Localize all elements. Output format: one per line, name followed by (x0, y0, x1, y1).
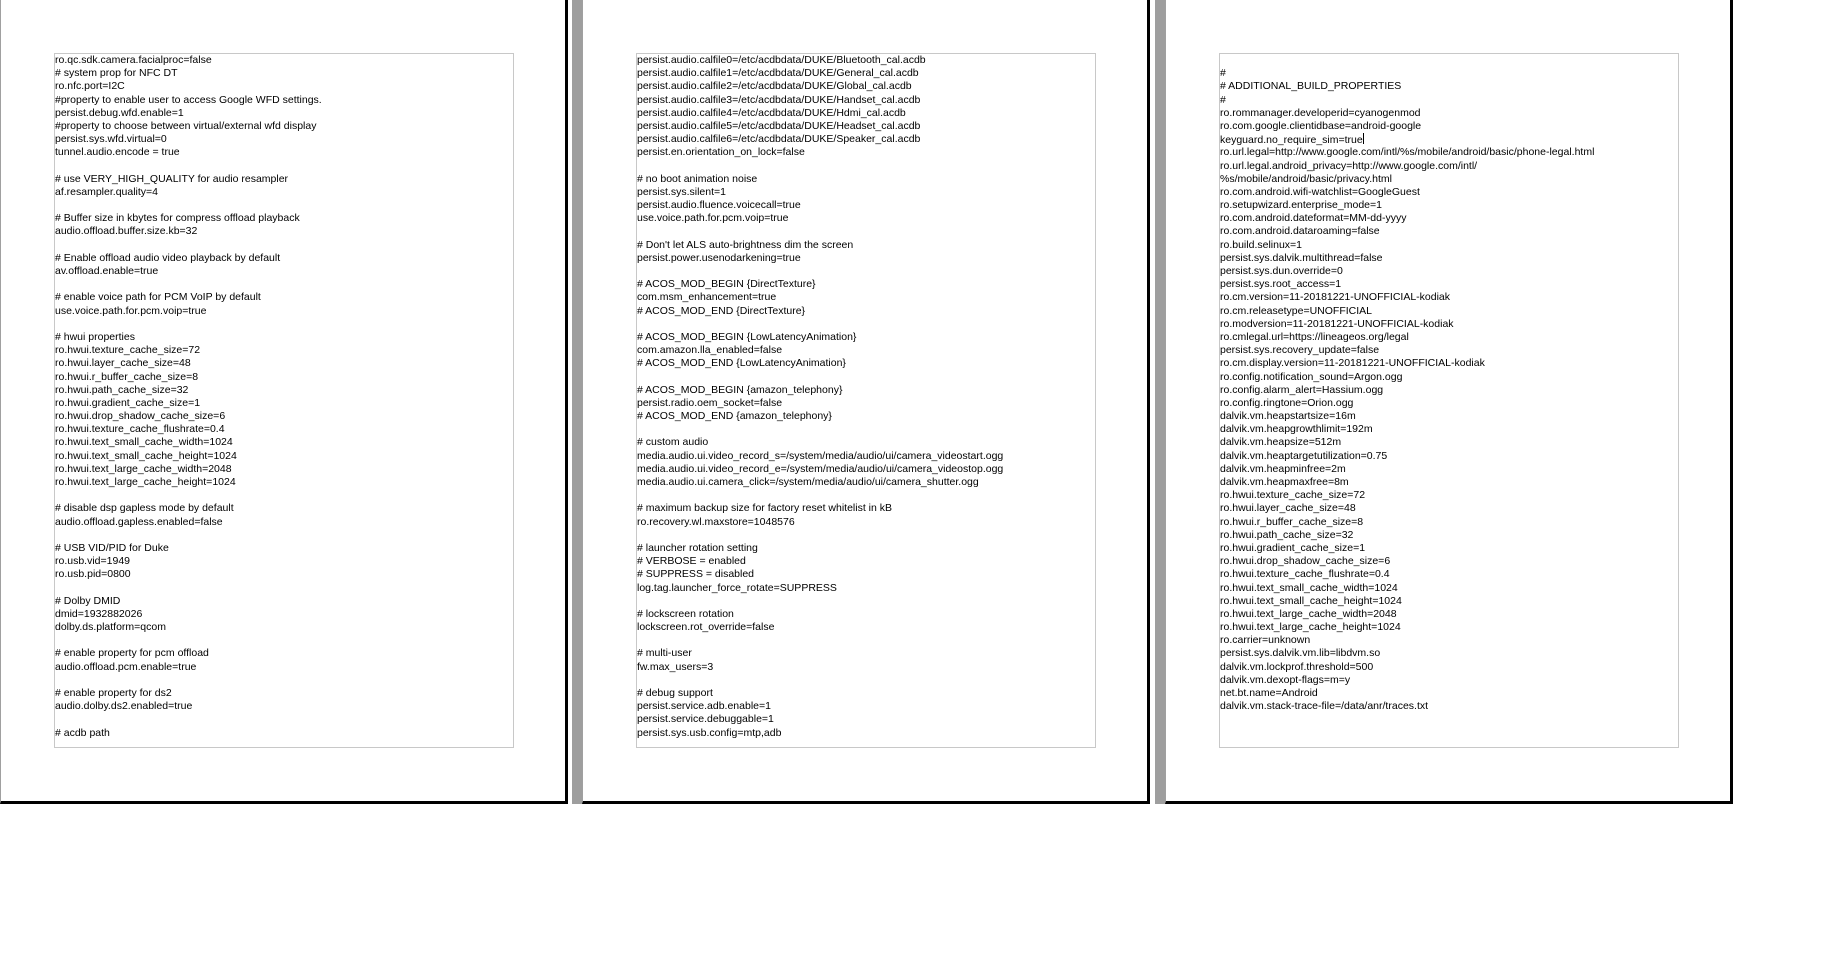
text-line: ro.hwui.gradient_cache_size=1 (1220, 541, 1366, 554)
text-line: ro.qc.sdk.camera.facialproc=false (55, 54, 212, 66)
text-line: persist.sys.dalvik.multithread=false (1220, 251, 1383, 264)
text-line (55, 713, 513, 726)
text-line: # maximum backup size for factory reset whitelist in kB (637, 502, 893, 515)
text-line: # ACOS_MOD_BEGIN {DirectTexture} (637, 278, 816, 291)
text-line: dmid=1932882026 (55, 607, 143, 620)
text-line: persist.sys.dalvik.vm.lib=libdvm.so (1220, 647, 1381, 660)
text-line: ro.hwui.drop_shadow_cache_size=6 (1220, 555, 1391, 568)
text-line: ro.hwui.texture_cache_flushrate=0.4 (1220, 568, 1390, 581)
text-line (55, 489, 513, 502)
text-line: # VERBOSE = enabled (637, 555, 746, 568)
text-line (55, 674, 513, 687)
text-line: ro.cmlegal.url=https://lineageos.org/legal (1220, 330, 1409, 343)
text-line: dalvik.vm.heapgrowthlimit=192m (1220, 423, 1373, 436)
text-line: audio.dolby.ds2.enabled=true (55, 700, 193, 713)
text-line: ro.cm.display.version=11-20181221-UNOFFICIAL-kodiak (1220, 357, 1485, 370)
text-line (55, 318, 513, 331)
text-line: af.resampler.quality=4 (55, 185, 159, 198)
text-line: dalvik.vm.lockprof.threshold=500 (1220, 660, 1374, 673)
text-line: persist.service.debuggable=1 (637, 713, 774, 726)
text-line: ro.nfc.port=I2C (55, 80, 125, 93)
page-text (637, 54, 1095, 740)
text-line: ro.hwui.text_large_cache_height=1024 (1220, 621, 1401, 634)
text-line: # launcher rotation setting (637, 541, 758, 554)
text-line: ro.usb.pid=0800 (55, 568, 131, 581)
text-line: persist.audio.calfile3=/etc/acdbdata/DUKE/Handset_cal.acdb (637, 93, 921, 106)
text-line: # Enable offload audio video playback by default (55, 251, 281, 264)
text-line: media.audio.ui.camera_click=/system/media/audio/ui/camera_shutter.ogg (637, 476, 979, 488)
text-line: tunnel.audio.encode = true (55, 146, 180, 159)
text-frame[interactable] (54, 53, 514, 748)
text-line: ro.hwui.texture_cache_flushrate=0.4 (55, 423, 225, 436)
text-line: ro.hwui.drop_shadow_cache_size=6 (55, 410, 226, 423)
page-gap (1155, 0, 1165, 804)
text-line: ro.hwui.path_cache_size=32 (1220, 528, 1354, 541)
text-line: persist.debug.wfd.enable=1 (55, 106, 184, 119)
text-line: # acdb path (55, 726, 110, 739)
text-line: persist.audio.calfile4=/etc/acdbdata/DUKE/Hdmi_cal.acdb (637, 106, 906, 119)
text-line: ro.hwui.text_small_cache_height=1024 (1220, 594, 1402, 607)
text-line: persist.en.orientation_on_lock=false (637, 146, 805, 159)
text-line: audio.offload.pcm.enable=true (55, 660, 197, 673)
text-line: ro.rommanager.developerid=cyanogenmod (1220, 106, 1421, 119)
text-line (637, 634, 1095, 647)
text-line: ro.hwui.r_buffer_cache_size=8 (1220, 515, 1364, 528)
text-line: # Buffer size in kbytes for compress offload playback (55, 212, 300, 225)
text-line: # Dolby DMID (55, 594, 121, 607)
page-text (55, 54, 513, 740)
text-line (637, 423, 1095, 436)
text-line: fw.max_users=3 (637, 660, 714, 673)
text-line (637, 318, 1095, 331)
text-line: dalvik.vm.dexopt-flags=m=y (1220, 673, 1351, 686)
text-line (637, 371, 1095, 384)
page-text (1220, 54, 1678, 713)
text-line: # ACOS_MOD_END {DirectTexture} (637, 304, 806, 317)
text-line: dalvik.vm.heapstartsize=16m (1220, 410, 1356, 423)
text-line: persist.sys.wfd.virtual=0 (55, 133, 167, 146)
text-line: # ACOS_MOD_BEGIN {LowLatencyAnimation} (637, 330, 857, 343)
text-frame[interactable] (636, 53, 1096, 748)
text-line: media.audio.ui.video_record_e=/system/media/audio/ui/camera_videostop.ogg (637, 462, 1004, 475)
document-page-1[interactable] (0, 0, 568, 804)
text-line (637, 265, 1095, 278)
text-line: ro.cm.version=11-20181221-UNOFFICIAL-kodiak (1220, 291, 1451, 304)
text-line: media.audio.ui.video_record_s=/system/media/audio/ui/camera_videostart.ogg (637, 449, 1004, 462)
text-line: ro.setupwizard.enterprise_mode=1 (1220, 199, 1382, 212)
text-line: ro.hwui.gradient_cache_size=1 (55, 396, 201, 409)
text-line: use.voice.path.for.pcm.voip=true (637, 212, 789, 225)
text-line: com.msm_enhancement=true (637, 291, 777, 304)
text-line: audio.offload.gapless.enabled=false (55, 515, 223, 528)
text-line: ro.hwui.r_buffer_cache_size=8 (55, 370, 199, 383)
text-line (637, 595, 1095, 608)
text-line: persist.sys.recovery_update=false (1220, 344, 1380, 357)
text-line: # (1220, 93, 1226, 106)
text-line (55, 634, 513, 647)
text-line: # hwui properties (55, 330, 135, 343)
text-line: ro.carrier=unknown (1220, 634, 1311, 647)
text-line (637, 529, 1095, 542)
text-line (55, 199, 513, 212)
text-line: ro.com.android.dateformat=MM-dd-yyyy (1220, 212, 1407, 225)
text-line: ro.config.alarm_alert=Hassium.ogg (1220, 383, 1384, 396)
text-line: # (1220, 67, 1226, 80)
text-line: ro.hwui.text_large_cache_width=2048 (55, 462, 232, 475)
text-line: # ACOS_MOD_END {LowLatencyAnimation} (637, 357, 846, 370)
text-line: dalvik.vm.heaptargetutilization=0.75 (1220, 449, 1388, 462)
text-line: dalvik.vm.heapminfree=2m (1220, 462, 1346, 475)
text-line: # USB VID/PID for Duke (55, 541, 169, 554)
text-line: lockscreen.rot_override=false (637, 621, 775, 634)
text-line: ro.config.notification_sound=Argon.ogg (1220, 370, 1403, 383)
text-line: persist.audio.fluence.voicecall=true (637, 199, 801, 212)
text-line: # enable voice path for PCM VoIP by default (55, 291, 261, 304)
text-line: ro.hwui.text_large_cache_width=2048 (1220, 607, 1397, 620)
text-line: use.voice.path.for.pcm.voip=true (55, 304, 207, 317)
text-line: persist.sys.silent=1 (637, 185, 726, 198)
text-line: # ACOS_MOD_END {amazon_telephony} (637, 410, 832, 423)
text-line (1220, 54, 1678, 67)
text-line: persist.sys.usb.config=mtp,adb (637, 726, 782, 739)
text-line: # SUPPRESS = disabled (637, 568, 755, 581)
text-line (637, 225, 1095, 238)
text-line: ro.hwui.text_small_cache_width=1024 (1220, 581, 1398, 594)
page-gap (572, 0, 582, 804)
text-line: #property to enable user to access Google WFD settings. (55, 93, 322, 106)
text-line: persist.audio.calfile1=/etc/acdbdata/DUKE/General_cal.acdb (637, 67, 919, 80)
text-line: dolby.ds.platform=qcom (55, 621, 166, 634)
text-line: persist.power.usenodarkening=true (637, 251, 801, 264)
text-line: ro.hwui.texture_cache_size=72 (1220, 489, 1366, 502)
text-line: ro.url.legal=http://www.google.com/intl/%s/mobile/android/basic/phone-legal.html (1220, 146, 1595, 159)
text-line: # use VERY_HIGH_QUALITY for audio resampler (55, 172, 289, 185)
text-line: # ADDITIONAL_BUILD_PROPERTIES (1220, 80, 1402, 93)
text-line (637, 674, 1095, 687)
text-line: dalvik.vm.heapsize=512m (1220, 436, 1342, 449)
text-line: keyguard.no_require_sim=true (1220, 134, 1363, 147)
text-line: persist.service.adb.enable=1 (637, 700, 771, 713)
text-line: ro.hwui.path_cache_size=32 (55, 383, 189, 396)
text-line: ro.hwui.text_small_cache_width=1024 (55, 436, 233, 449)
text-cursor (1363, 133, 1364, 144)
document-page-2[interactable] (582, 0, 1150, 804)
text-line: persist.audio.calfile6=/etc/acdbdata/DUKE/Speaker_cal.acdb (637, 133, 921, 146)
text-line: ro.com.android.wifi-watchlist=GoogleGuest (1220, 185, 1420, 198)
text-line: persist.audio.calfile2=/etc/acdbdata/DUKE/Global_cal.acdb (637, 80, 912, 93)
text-line: # multi-user (637, 647, 692, 660)
text-line: # custom audio (637, 436, 709, 449)
text-line (55, 278, 513, 291)
text-line: av.offload.enable=true (55, 265, 159, 277)
text-line: # lockscreen rotation (637, 607, 734, 620)
text-line: # no boot animation noise (637, 172, 758, 185)
text-line: ro.hwui.texture_cache_size=72 (55, 344, 201, 357)
text-line: persist.audio.calfile5=/etc/acdbdata/DUKE/Headset_cal.acdb (637, 119, 921, 132)
text-line: dalvik.vm.stack-trace-file=/data/anr/traces.txt (1220, 700, 1429, 713)
text-line: ro.hwui.text_large_cache_height=1024 (55, 476, 236, 488)
text-line: ro.com.google.clientidbase=android-google (1220, 119, 1422, 132)
text-line: com.amazon.lla_enabled=false (637, 344, 783, 357)
text-line: net.bt.name=Android (1220, 687, 1318, 699)
text-line: ro.recovery.wl.maxstore=1048576 (637, 515, 795, 528)
text-line (637, 160, 1095, 173)
text-line: ro.modversion=11-20181221-UNOFFICIAL-kodiak (1220, 317, 1454, 330)
text-line: persist.sys.root_access=1 (1220, 278, 1342, 291)
text-line: %s/mobile/android/basic/privacy.html (1220, 172, 1392, 185)
text-line: ro.hwui.layer_cache_size=48 (1220, 502, 1356, 515)
text-line: ro.build.selinux=1 (1220, 238, 1303, 251)
text-line: persist.sys.dun.override=0 (1220, 265, 1343, 277)
text-line: ro.config.ringtone=Orion.ogg (1220, 396, 1354, 409)
text-line (55, 529, 513, 542)
text-line (55, 239, 513, 252)
text-line: #property to choose between virtual/external wfd display (55, 119, 317, 132)
text-line: ro.hwui.layer_cache_size=48 (55, 357, 191, 370)
text-line: # debug support (637, 687, 713, 699)
text-line: persist.radio.oem_socket=false (637, 396, 783, 409)
text-line: ro.usb.vid=1949 (55, 555, 131, 568)
text-line: ro.com.android.dataroaming=false (1220, 225, 1380, 238)
text-frame[interactable] (1219, 53, 1679, 748)
text-line (55, 582, 513, 595)
text-line: dalvik.vm.heapmaxfree=8m (1220, 476, 1349, 488)
text-line: ro.cm.releasetype=UNOFFICIAL (1220, 304, 1373, 317)
text-line: # enable property for ds2 (55, 687, 172, 699)
text-line: log.tag.launcher_force_rotate=SUPPRESS (637, 581, 837, 594)
text-line (55, 160, 513, 173)
text-line: # Don't let ALS auto-brightness dim the screen (637, 238, 854, 251)
text-line: # ACOS_MOD_BEGIN {amazon_telephony} (637, 383, 843, 396)
text-line: ro.hwui.text_small_cache_height=1024 (55, 449, 237, 462)
text-line: # system prop for NFC DT (55, 67, 178, 80)
text-line: # disable dsp gapless mode by default (55, 502, 234, 515)
document-page-3[interactable] (1165, 0, 1733, 804)
text-line: persist.audio.calfile0=/etc/acdbdata/DUKE/Bluetooth_cal.acdb (637, 54, 926, 66)
text-line (637, 489, 1095, 502)
text-line: # enable property for pcm offload (55, 647, 209, 660)
text-line: ro.url.legal.android_privacy=http://www.google.com/intl/ (1220, 159, 1478, 172)
text-line: audio.offload.buffer.size.kb=32 (55, 225, 198, 238)
